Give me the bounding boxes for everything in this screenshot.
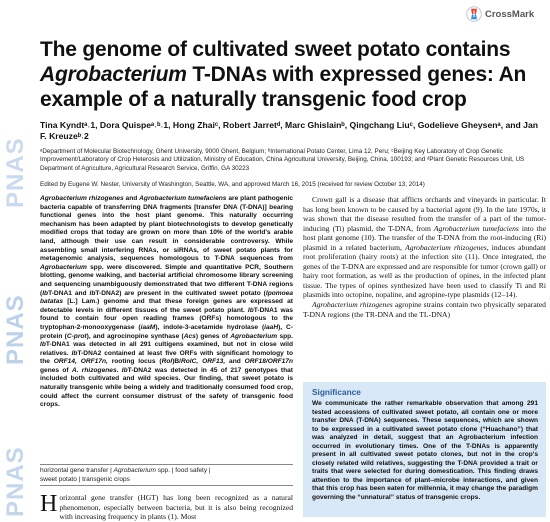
italic-term: Agrobacterium (230, 332, 278, 340)
italic-term: ORF14, ORF17n, (53, 358, 108, 366)
keywords-rule-top (40, 464, 293, 465)
title-italic-genus: Agrobacterium (40, 63, 187, 86)
text-run: and (123, 195, 140, 202)
italic-term: Agrobacterium rhizogenes (312, 300, 393, 310)
crossmark-icon (466, 6, 482, 22)
title-line3: example of a naturally transgenic food crop (40, 88, 467, 111)
body-paragraph (303, 195, 546, 300)
text-run: ), C-protein ( (40, 323, 293, 340)
text-run: agropine strains contain two physically separated T-DNA regions (the TR-DNA and the TL-DNA) (303, 300, 546, 319)
italic-term: Ib (42, 289, 49, 297)
italic-term: Agrobacterium (40, 263, 87, 271)
italic-term: Ib (71, 349, 78, 357)
text-run: T-DNA1 and (48, 289, 90, 297)
keywords-rule-bottom (40, 485, 293, 486)
article-title (40, 37, 545, 112)
text-run: rooting locus ( (107, 358, 162, 366)
text-run: T-DNA1 was found to contain four open reading frames (ORFs) homologous to the tryptophan-2-monooxygenase ( (40, 306, 294, 331)
keyword: transgenic crops (82, 475, 130, 483)
italic-term: iaaM (140, 323, 156, 331)
significance-body: We communicate the rather remarkable observation that among 291 tested accessions of cultivated sweet potato, all contain one or more transfer DNA (T-DNA) sequences. These sequences, which are shown to be expressed in a cultivated sweet potato clone (“Huachano”) that was analyzed in detail, suggest that an Agrobacterium infection occurred in evolutionary times. One of the T-DNAs is apparently present in all cultivated sweet potato clones, but not in the crop's closely related wild relatives, suggesting the T-DNA provided a trait or traits that were selected for during domestication. This finding draws attention to the importance of plant–microbe interactions, and given that this crop has been eaten for millennia, it may change the paradigm governing the “unnatural” status of transgenic crops. (312, 400, 538, 501)
keywords (40, 467, 293, 484)
title-line1: The genome of cultivated sweet potato contains (40, 38, 511, 61)
text-run: ) genes of (195, 332, 231, 340)
title-line2: T-DNAs with expressed genes: An (186, 63, 527, 86)
keyword-separator: | (108, 467, 114, 474)
text-run: genes of (40, 366, 72, 374)
intro-paragraph (40, 493, 293, 522)
body-paragraph (303, 300, 546, 319)
italic-term: C-prot (66, 332, 87, 340)
crossmark-label: CrossMark (485, 8, 535, 20)
keyword: food safety (175, 467, 208, 474)
keyword-separator: | (207, 467, 211, 474)
significance-box (303, 382, 546, 517)
text-run: into the host plant genome (10). The transfer of the T-DNA from the root-inducing (Ri) plasmid in a related bacterium, (303, 223, 546, 252)
text-run: Crown gall is a disease that afflicts orchards and vineyards in particular. It has long been known to be caused by a bacterial agent (9). In the late 1970s, it was shown that the disease resulted from the transfer of a part of the tumor-inducing (Ti) plasmid, the T-DNA, from (303, 195, 546, 233)
italic-term: Ib (247, 306, 254, 314)
italic-term: iaaH (264, 323, 279, 331)
keyword-suffix: spp. (155, 467, 170, 474)
italic-term: Agrobacterium rhizogenes (40, 195, 124, 202)
italic-term: ORF18/ORF17n (244, 358, 294, 366)
italic-term: Agrobacterium rhizogenes (405, 242, 487, 252)
italic-term: Ib (121, 366, 128, 374)
text-run: , induces abundant root proliferation (hairy roots) at the infection site (11). Once integrated, the genes of the T-DNA are expressed and are responsible for tumor (crown gall) or hairy root formation, as well as the production of opines, in the infected plant tissue. The types of opines synthesized have been used to classify Ti and Ri plasmids into octopine, nopaline, and agropine-type plasmids (12–14). (303, 242, 546, 300)
text-run: are plant pathogenic bacteria capable of transferring DNA fragments [transfer DNA (T-DNA)] bearing functional genes into the host plant genome. This naturally occurring mechanism has been adapted by plant biotechnologists to develop genetically modified crops that today are grown on more than 10% of the world's arable land, although their use can result in considerable controversy. While assembling small interfering RNAs, or siRNAs, of sweet potato plants for metagenomic analysis, sequences homologous to T-DNA sequences from (40, 195, 293, 263)
italic-term: RolC, ORF13, (181, 358, 226, 366)
keyword: Agrobacterium (113, 467, 156, 474)
italic-term: Agrobacterium tumefaciens (433, 223, 519, 233)
drop-cap: H (40, 491, 58, 517)
italic-term: Ib (40, 341, 46, 349)
intro-text: orizontal gene transfer (HGT) has long been recognized as a natural phenomenon, especially between bacteria, but it is also being recognized with increasing frequency in plants (1). Most (59, 493, 293, 521)
text-run: T-DNA2 was detected in 45 of 217 genotypes that included both cultivated and wild species. Our finding, that sweet potato is naturally transgenic while being a widely and traditionally consumed food crop, could affect the current consumer distrust of the safety of transgenic food crops. (40, 366, 294, 409)
keyword: horizontal gene transfer (40, 467, 109, 474)
affiliations: ᵃDepartment of Molecular Biotechnology, Ghent University, 9000 Ghent, Belgium; ᵇInternational Potato Center, Lima 12, Peru; ᶜBeijing Key Laboratory of Crop Genetic Improvement/Laboratory of Crop Heterosis and Utilization, Ministry of Education, China Agricultural University, Beijing, China, 100193; and ᵈPlant Genetic Resources Unit, US Department of Agriculture, Agricultural Research Service, Griffin, GA 30223 (40, 148, 525, 172)
text-run: T-DNA1 was detected in all 291 cultigens examined, but not in close wild relatives. (40, 341, 293, 357)
crossmark-link[interactable] (466, 6, 534, 22)
pnas-watermark: PNAS (2, 294, 29, 365)
right-column-body (303, 195, 546, 319)
italic-term: Rol (161, 358, 173, 366)
italic-term: Agrobacterium tumefaciens (139, 195, 227, 202)
pnas-watermark: PNAS (2, 446, 29, 517)
text-run: . (116, 366, 122, 374)
italic-term: A. rhizogenes (71, 366, 117, 374)
text-run: [L.] Lam.) genome and that these foreign genes are expressed at detectable levels in different tissues of the sweet potato plant. (40, 298, 293, 314)
text-run: T-DNA2) are present in the cultivated sweet potato ( (95, 289, 266, 297)
text-run: spp. (277, 332, 293, 340)
text-run: ), indole-3-acetamide hydrolase ( (155, 323, 265, 331)
italic-term: Acs (183, 332, 196, 340)
text-run: ), and agrocinopine synthase ( (86, 332, 184, 340)
text-run: T-DNA2 contained at least five ORFs with significant homology to the (40, 349, 293, 366)
text-run: spp. were discovered. Simple and quantitative PCR, Southern blotting, genome walking, and bacterial artificial chromosome library screening and sequencing unambiguously demonstrated that two different T-DNA regions ( (40, 263, 293, 297)
pnas-watermark: PNAS (2, 137, 29, 208)
author-list: Tina Kyndtᵃ˒1, Dora Quispeᵃ˒ᵇ˒1, Hong Zhaiᶜ, Robert Jarretᵈ, Marc Ghislainᵇ, Qingchang Liuᶜ, Godelieve Gheysenᵃ, and Jan F. Kreuzeᵇ˒2 (40, 120, 538, 141)
significance-heading: Significance (312, 387, 361, 397)
keyword: sweet potato (40, 475, 77, 483)
keyword-separator: | (76, 475, 83, 483)
keyword-separator: | (169, 467, 176, 474)
italic-term: Ib (89, 289, 96, 297)
text-run: and (225, 358, 245, 366)
edited-by-line: Edited by Eugene W. Nester, University of Washington, Seattle, WA, and approved March 16, 2015 (received for review October 13, 2014) (40, 181, 425, 188)
pnas-sidebar (0, 0, 29, 517)
abstract (40, 195, 293, 410)
italic-term: Ipomoea batatas (40, 289, 294, 306)
text-run: )B/ (172, 358, 181, 366)
